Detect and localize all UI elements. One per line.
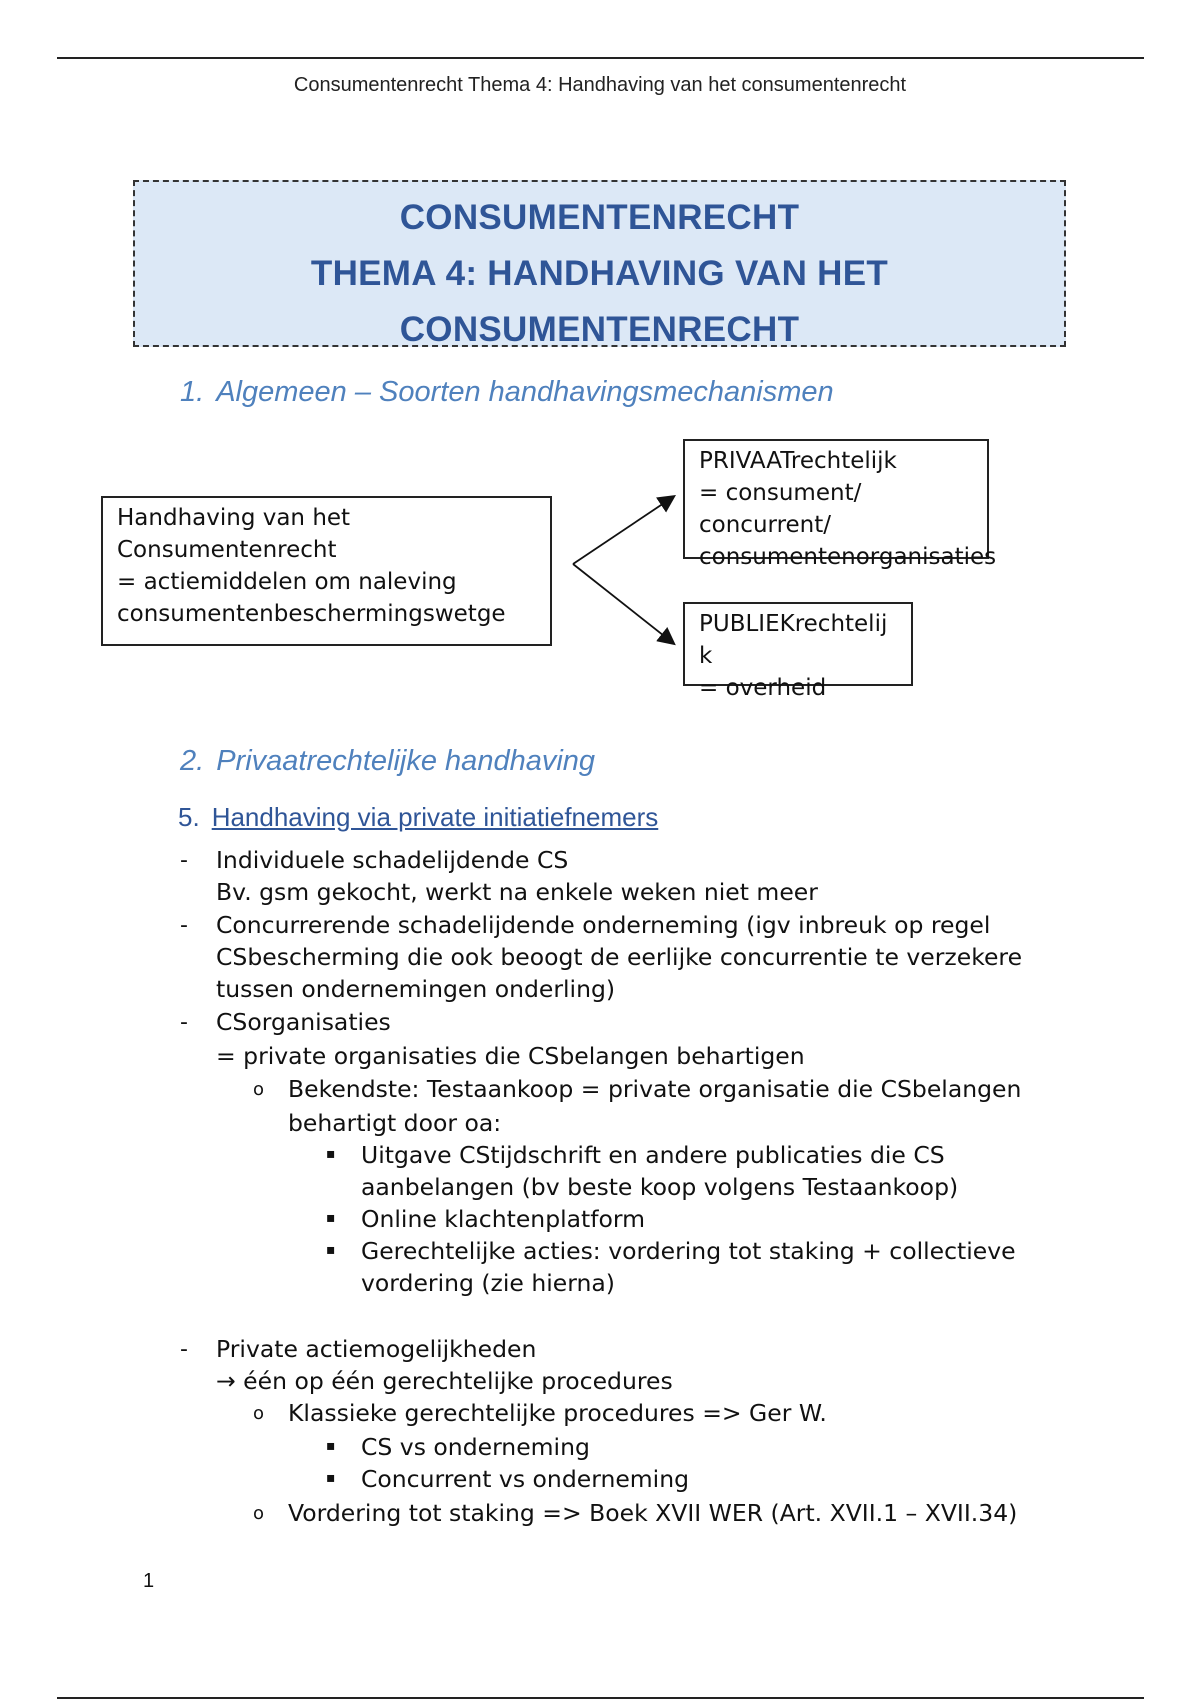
diagram-box-handhaving-line-2: Consumentenrecht [117,537,337,563]
title-line-3: CONSUMENTENRECHT [399,310,800,349]
page-number: 1 [143,1570,155,1592]
footer-rule [57,1697,1144,1699]
section-2-number: 2. [180,745,205,777]
section-1-title: Algemeen – Soorten handhavingsmechanismen [216,376,834,408]
item4-sub-1: Klassieke gerechtelijke procedures => Ger W. [288,1399,827,1427]
square-marker: ▪ [326,1146,336,1162]
diagram-box-privaat-line-1: PRIVAATrechtelijk [699,448,897,474]
subsection-number: 5. [178,802,200,832]
square-marker: ▪ [326,1470,336,1486]
item3-bullet-1-line-2: aanbelangen (bv beste koop volgens Testaankoop) [361,1173,959,1201]
title-line-2: THEMA 4: HANDHAVING VAN HET [310,254,889,293]
circle-marker: o [253,1403,265,1424]
diagram-box-privaat-line-2: = consument/ [699,480,862,506]
dash-marker: - [180,848,188,873]
arrow-to-publiek [573,564,673,643]
diagram-box-handhaving-line-1: Handhaving van het [117,505,351,531]
circle-marker: o [253,1079,265,1100]
diagram-box-handhaving-line-3: = actiemiddelen om naleving [117,569,457,595]
item1-line-2: Bv. gsm gekocht, werkt na enkele weken niet meer [216,878,818,906]
item3-sub-line-1: Bekendste: Testaankoop = private organisatie die CSbelangen [288,1075,1022,1103]
item2-line-3: tussen ondernemingen onderling) [216,975,616,1003]
item2-line-2: CSbescherming die ook beoogt de eerlijke concurrentie te verzekere [216,943,1023,971]
square-marker: ▪ [326,1242,336,1258]
item4-bullet-1: CS vs onderneming [361,1433,590,1461]
square-marker: ▪ [326,1438,336,1454]
section-2-heading [180,745,595,778]
diagram-box-publiek-line-1: PUBLIEKrechtelij [699,611,888,637]
circle-marker: o [253,1503,265,1524]
item3-sub-line-2: behartigt door oa: [288,1109,502,1137]
item3-line-1: CSorganisaties [216,1008,391,1036]
item4-line-2: → één op één gerechtelijke procedures [216,1367,673,1395]
section-1-number: 1. [180,376,205,408]
dash-marker: - [180,1010,188,1035]
arrow-to-privaat [573,497,673,564]
item4-line-1: Private actiemogelijkheden [216,1335,537,1363]
diagram-box-privaat-line-4: consumentenorganisaties [699,544,997,570]
item3-line-2: = private organisaties die CSbelangen behartigen [216,1042,805,1070]
dash-marker: - [180,1337,188,1362]
item3-bullet-1-line-1: Uitgave CStijdschrift en andere publicaties die CS [361,1141,945,1169]
diagram-box-privaat-line-3: concurrent/ [699,512,832,538]
dash-marker: - [180,913,188,938]
item1-line-1: Individuele schadelijdende CS [216,846,569,874]
item2-line-1: Concurrerende schadelijdende onderneming (igv inbreuk op regel [216,911,991,939]
running-header: Consumentenrecht Thema 4: Handhaving van het consumentenrecht [293,74,907,96]
section-2-title: Privaatrechtelijke handhaving [216,745,596,777]
diagram-box-publiek-line-3: = overheid [699,675,827,701]
item3-bullet-3-line-2: vordering (zie hierna) [361,1269,615,1297]
item4-bullet-2: Concurrent vs onderneming [361,1465,690,1493]
diagram-box-handhaving-line-4: consumentenbeschermingswetge [117,601,506,627]
subsection-title: Handhaving via private initiatiefnemers [211,802,659,832]
diagram-box-publiek-line-2: k [699,643,713,669]
item4-sub-2: Vordering tot staking => Boek XVII WER (Art. XVII.1 – XVII.34) [288,1499,1018,1527]
title-line-1: CONSUMENTENRECHT [399,198,800,237]
subsection-heading [178,802,658,833]
item3-bullet-3-line-1: Gerechtelijke acties: vordering tot staking + collectieve [361,1237,1016,1265]
square-marker: ▪ [326,1210,336,1226]
item3-bullet-2: Online klachtenplatform [361,1205,646,1233]
